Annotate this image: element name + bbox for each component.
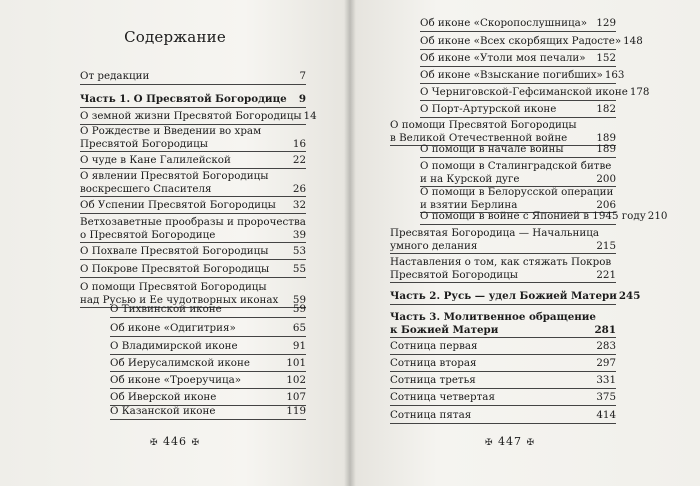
toc-entry-title-line: О Похвале Пресвятой Богородицы xyxy=(80,245,269,257)
toc-entry xyxy=(390,210,668,223)
toc-entry-title-line: О помощи в Сталинградской битве xyxy=(420,160,612,172)
ornament-icon: ✠ xyxy=(484,438,494,448)
toc-entry-row xyxy=(80,199,306,212)
toc-entry-page: 26 xyxy=(292,182,306,195)
toc-entry-page: 107 xyxy=(286,391,306,403)
toc-entry-row xyxy=(110,374,306,387)
toc-entry-title-line: умного делания xyxy=(390,239,478,252)
toc-entry-row xyxy=(390,269,616,282)
toc-entry-page: 22 xyxy=(292,154,306,166)
toc-entry-row xyxy=(420,143,616,156)
toc-entry xyxy=(80,154,306,167)
toc-entry-page: 189 xyxy=(596,143,616,155)
page-number: 447 xyxy=(498,435,522,448)
toc-entry-page: 221 xyxy=(596,268,616,281)
toc-entry-title-line: О Казанской иконе xyxy=(110,405,216,417)
toc-entry-title-line: Наставления о том, как стяжать Покров xyxy=(390,256,612,268)
toc-entry-page: 14 xyxy=(303,110,317,122)
toc-entry-page: 59 xyxy=(292,303,306,315)
toc-entry-page: 189 xyxy=(596,131,616,144)
toc-entry-title-line: Об Иверской иконе xyxy=(110,391,217,403)
toc-entry xyxy=(80,170,306,195)
toc-entry-title-line: О земной жизни Пресвятой Богородицы xyxy=(80,110,302,122)
toc-entry-row xyxy=(420,69,625,82)
toc-entry-title-line: Об иконе «Всех скорбящих Радосте» xyxy=(420,35,622,47)
toc-entry xyxy=(390,374,616,387)
toc-entry-row xyxy=(80,138,306,151)
toc-entry-row xyxy=(420,17,616,30)
toc-entry-page: 148 xyxy=(623,35,643,47)
toc-entry-title-line: Часть 1. О Пресвятой Богородице xyxy=(80,93,287,105)
toc-entry-row xyxy=(80,263,306,276)
toc-entry-page: 9 xyxy=(298,93,306,105)
toc-entry-title-line: Сотница четвертая xyxy=(390,391,495,403)
toc-entry-title-line: Сотница вторая xyxy=(390,357,477,369)
toc-entry xyxy=(80,245,306,258)
toc-entry xyxy=(80,199,306,212)
page-number: 446 xyxy=(163,435,187,448)
toc-entry-row xyxy=(80,93,306,106)
toc-entry xyxy=(390,119,616,144)
toc-entry-row xyxy=(80,183,306,196)
toc-entry-title-line: О Тихвинской иконе xyxy=(110,303,222,315)
toc-entry-row xyxy=(110,405,306,418)
toc-entry xyxy=(390,86,650,99)
toc-entry-page: 101 xyxy=(286,357,306,369)
toc-entry xyxy=(390,357,616,370)
toc-entry-title-line: над Русью и Ее чудотворных иконах xyxy=(80,293,279,306)
toc-entry-page: 206 xyxy=(596,198,616,211)
toc-entry xyxy=(80,340,306,353)
page-title: Содержание xyxy=(124,28,226,46)
toc-entry-page: 297 xyxy=(596,357,616,369)
toc-entry xyxy=(390,340,616,353)
toc-entry-title-line: О помощи Пресвятой Богородицы xyxy=(80,281,267,293)
toc-entry xyxy=(390,256,616,281)
toc-entry-row xyxy=(80,110,317,123)
toc-entry-title-line: Об иконе «Взыскание погибших» xyxy=(420,69,603,81)
toc-entry-title-line: Об иконе «Троеручица» xyxy=(110,374,242,386)
toc-entry-row xyxy=(420,210,668,223)
toc-entry-title-line: Часть 3. Молитвенное обращение xyxy=(390,311,596,323)
toc-entry-row xyxy=(390,324,616,337)
toc-entry-row xyxy=(420,35,643,48)
toc-entry-title-line: О Черниговской-Гефсиманской иконе xyxy=(420,86,628,98)
toc-entry-row xyxy=(110,357,306,370)
toc-entry xyxy=(80,110,317,123)
toc-entry-row xyxy=(420,173,616,186)
toc-entry-title-line: Сотница первая xyxy=(390,340,478,352)
toc-entry-page: 55 xyxy=(292,263,306,275)
toc-entry xyxy=(80,391,306,404)
toc-entry-title-line: Пресвятая Богородица — Начальница xyxy=(390,227,599,239)
toc-entry-page: 182 xyxy=(596,103,616,115)
toc-entry-row xyxy=(80,70,306,83)
toc-entry-title-line: Пресвятой Богородицы xyxy=(80,137,208,150)
toc-entry xyxy=(390,409,616,422)
toc-entry-row xyxy=(390,290,641,303)
toc-entry-title-line: и взятии Берлина xyxy=(420,198,518,211)
toc-entry-row xyxy=(110,322,306,335)
toc-entry xyxy=(80,125,306,150)
right-page xyxy=(350,0,700,486)
toc-entry xyxy=(390,143,616,156)
toc-entry-page: 53 xyxy=(292,245,306,257)
toc-entry-title-line: Ветхозаветные прообразы и пророчества xyxy=(80,216,306,228)
toc-entry-page: 245 xyxy=(618,290,641,302)
toc-entry-page: 200 xyxy=(596,172,616,185)
toc-entry-row xyxy=(110,340,306,353)
toc-entry-page: 414 xyxy=(596,409,616,421)
toc-entry xyxy=(80,322,306,335)
toc-entry-row xyxy=(80,229,306,242)
toc-entry-page: 102 xyxy=(286,374,306,386)
folio-right xyxy=(450,435,570,448)
toc-entry-title-line: О чуде в Кане Галилейской xyxy=(80,154,231,166)
toc-entry xyxy=(390,35,643,48)
toc-entry-page: 331 xyxy=(596,374,616,386)
toc-entry-page: 178 xyxy=(629,86,650,98)
toc-entry xyxy=(80,405,306,418)
toc-entry-row xyxy=(390,357,616,370)
toc-entry xyxy=(80,357,306,370)
toc-entry xyxy=(390,17,616,30)
toc-entry-title-line: в Великой Отечественной войне xyxy=(390,131,568,144)
toc-entry-row xyxy=(420,103,616,116)
toc-entry-page: 283 xyxy=(596,340,616,352)
ornament-icon: ✠ xyxy=(191,438,201,448)
toc-entry-title-line: к Божией Матери xyxy=(390,323,499,336)
toc-entry-title-line: Часть 2. Русь — удел Божией Матери xyxy=(390,290,617,302)
toc-entry-page: 7 xyxy=(299,70,306,82)
toc-entry-title-line: О помощи в Белорусской операции xyxy=(420,186,614,198)
toc-entry-row xyxy=(110,391,306,404)
toc-entry xyxy=(390,186,616,211)
toc-entry xyxy=(390,227,616,252)
toc-entry-title-line: Сотница пятая xyxy=(390,409,472,421)
ornament-icon: ✠ xyxy=(149,438,159,448)
toc-entry-page: 215 xyxy=(596,239,616,252)
toc-entry-title-line: Об иконе «Одигитрия» xyxy=(110,322,236,334)
toc-entry-row xyxy=(390,240,616,253)
toc-entry-row xyxy=(80,154,306,167)
toc-entry-title-line: воскресшего Спасителя xyxy=(80,182,212,195)
toc-entry-title-line: и на Курской дуге xyxy=(420,172,520,185)
toc-entry xyxy=(80,374,306,387)
toc-entry xyxy=(80,263,306,276)
folio-left xyxy=(115,435,235,448)
toc-entry xyxy=(390,52,616,65)
toc-entry xyxy=(390,290,641,303)
toc-entry xyxy=(390,311,616,336)
toc-entry-row xyxy=(420,52,616,65)
toc-entry-row xyxy=(390,391,616,404)
toc-entry-page: 65 xyxy=(292,322,306,334)
ornament-icon: ✠ xyxy=(526,438,536,448)
toc-entry-title-line: Сотница третья xyxy=(390,374,476,386)
toc-entry-title-line: Об Успении Пресвятой Богородицы xyxy=(80,199,276,211)
toc-entry-page: 210 xyxy=(647,210,668,222)
toc-entry-title-line: О Рождестве и Введении во храм xyxy=(80,125,262,137)
toc-entry-title-line: Об иконе «Скоропослушница» xyxy=(420,17,588,29)
toc-entry-page: 32 xyxy=(292,199,306,211)
toc-entry-page: 152 xyxy=(596,52,616,64)
toc-entry-title-line: Об Иерусалимской иконе xyxy=(110,357,250,369)
toc-entry-title-line: о Пресвятой Богородице xyxy=(80,228,216,241)
toc-entry xyxy=(80,303,306,316)
toc-entry-title-line: О помощи в начале войны xyxy=(420,143,564,155)
toc-entry-title-line: Об иконе «Утоли моя печали» xyxy=(420,52,586,64)
toc-entry-row xyxy=(390,374,616,387)
toc-entry xyxy=(80,70,306,83)
toc-entry-title-line: О помощи Пресвятой Богородицы xyxy=(390,119,577,131)
toc-entry xyxy=(390,160,616,185)
toc-entry-page: 59 xyxy=(292,293,306,306)
toc-entry-page: 281 xyxy=(594,323,616,336)
toc-entry-row xyxy=(390,409,616,422)
toc-entry xyxy=(390,69,625,82)
toc-entry-row xyxy=(420,86,650,99)
toc-entry xyxy=(80,216,306,241)
toc-entry-row xyxy=(390,340,616,353)
toc-entry-row xyxy=(80,245,306,258)
toc-entry-row xyxy=(110,303,306,316)
toc-entry-page: 375 xyxy=(596,391,616,403)
toc-entry-page: 163 xyxy=(604,69,625,81)
toc-entry-page: 119 xyxy=(286,405,306,417)
toc-entry-page: 129 xyxy=(596,17,616,29)
toc-entry xyxy=(390,103,616,116)
toc-entry-title-line: О Владимирской иконе xyxy=(110,340,238,352)
toc-entry-title-line: Пресвятой Богородицы xyxy=(390,268,518,281)
toc-entry-page: 91 xyxy=(292,340,306,352)
toc-entry xyxy=(80,93,306,106)
toc-entry-title-line: О Покрове Пресвятой Богородицы xyxy=(80,263,270,275)
toc-entry-page: 39 xyxy=(292,228,306,241)
toc-entry-title-line: О явлении Пресвятой Богородицы xyxy=(80,170,269,182)
toc-entry-title-line: От редакции xyxy=(80,70,150,82)
toc-entry-title-line: О помощи в войне с Японией в 1945 году xyxy=(420,210,646,222)
toc-entry-page: 16 xyxy=(292,137,306,150)
toc-entry-title-line: О Порт-Артурской иконе xyxy=(420,103,557,115)
toc-entry xyxy=(390,391,616,404)
